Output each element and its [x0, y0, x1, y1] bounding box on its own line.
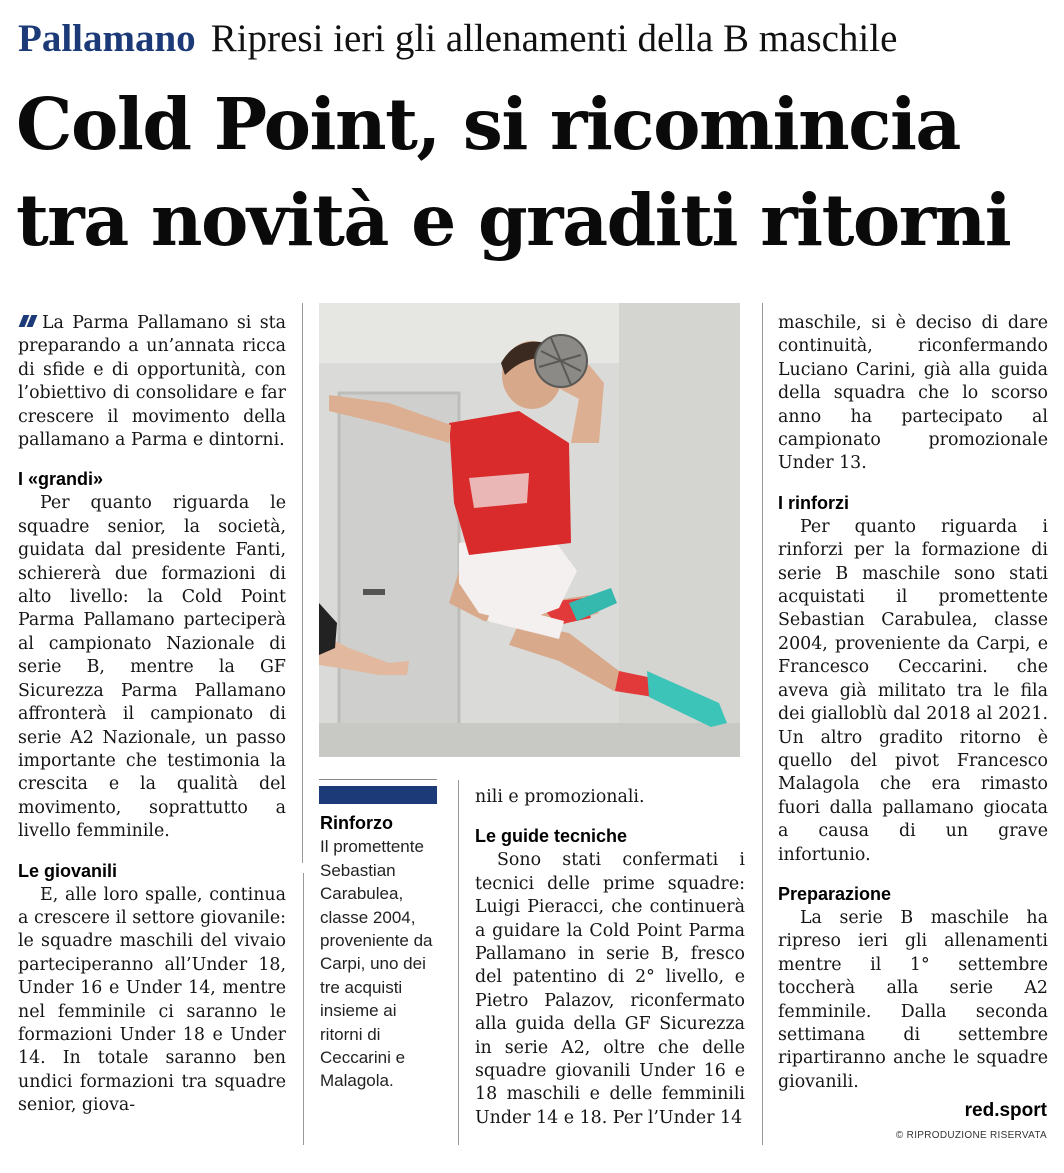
paragraph-preparazione: La serie B maschile ha ripreso ieri gli allenamenti mentre il 1° settembre toccherà alla serie A2 femminile. Dalla seconda settimana di settembre ripartiranno anche le squadre giovanili. [778, 907, 1048, 1092]
paragraph-continued: nili e promozionali. [475, 787, 645, 807]
article-column-2 [475, 786, 745, 1130]
kicker [18, 16, 1048, 62]
sidebar-top-rule [319, 779, 437, 780]
subheading-preparazione: Preparazione [778, 883, 892, 904]
photo-caption-box [320, 812, 440, 1093]
subheading-rinforzi: I rinforzi [778, 492, 849, 513]
paragraph-continued-2: maschile, si è deciso di dare continuità, riconfermando Luciano Carini, già alla guida della squadra che lo scorso anno ha partecipato al campionato promozionale Under 13. [778, 313, 1048, 474]
kicker-subtitle: Ripresi ieri gli allenamenti della B maschile [210, 17, 898, 60]
intro-paragraph [18, 312, 286, 452]
author-signature: red.sport [964, 1100, 1047, 1121]
article-column-1 [18, 312, 286, 1118]
handball-photo [319, 303, 740, 757]
subheading-guide: Le guide tecniche [475, 826, 628, 847]
headline-line-1: Cold Point, si ricomincia [16, 82, 960, 166]
copyright-notice: © RIPRODUZIONE RISERVATA [895, 1130, 1047, 1141]
column-divider [762, 303, 763, 1145]
column-divider [303, 873, 304, 1145]
caption-text: Il promettente Sebastian Carabulea, classe 2004, proveniente da Carpi, uno dei tre acquisti insieme ai ritorni di Ceccarini e Malagola. [320, 837, 433, 1091]
double-chevron-icon [18, 314, 38, 328]
sidebar-accent-bar [319, 786, 437, 804]
column-divider [302, 303, 303, 863]
headline-line-2: tra novità e graditi ritorni [16, 178, 1011, 262]
headline [16, 76, 1056, 268]
column-divider [458, 780, 459, 1145]
subheading-grandi: I «grandi» [18, 469, 104, 490]
paragraph-giovanili: E, alle loro spalle, continua a crescere il settore giovanile: le squadre maschili del vivaio parteciperanno all’Under 18, Under 16 e Under 14, mentre nel femminile ci saranno le formazioni Under 18 e Under 14. In totale saranno ben undici formazioni tra squadre senior, giova- [18, 884, 286, 1116]
player-jump-illustration [319, 303, 740, 757]
article-column-3 [778, 312, 1048, 1094]
subheading-giovanili: Le giovanili [18, 860, 118, 881]
intro-text: La Parma Pallamano si sta preparando a un’annata ricca di sfide e di opportunità, con l’obiettivo di consolidare e far crescere il movimento della pallamano a Parma e dintorni. [18, 313, 286, 451]
caption-title: Rinforzo [320, 813, 393, 833]
section-label: Pallamano [18, 17, 196, 60]
paragraph-guide: Sono stati confermati i tecnici delle prime squadre: Luigi Pieracci, che continuerà a guidare la Cold Point Parma Pallamano in serie B, fresco del patentino di 2° livello, e Pietro Palazov, riconfermato alla guida della GF Sicurezza in serie A2, oltre che delle squadre giovanili Under 16 e 18 maschili e delle femminili Under 14 e 18. Per l’Under 14 [475, 850, 745, 1128]
paragraph-grandi: Per quanto riguarda le squadre senior, la società, guidata dal presidente Fanti, schiererà due formazioni di alto livello: la Cold Point Parma Pallamano parteciperà al campionato Nazionale di serie B, mentre la GF Sicurezza Parma Pallamano affronterà il campionato di serie A2 Nazionale, un passo importante che testimonia la crescita e la qualità del movimento, soprattutto a livello femminile. [18, 493, 286, 842]
paragraph-rinforzi: Per quanto riguarda i rinforzi per la formazione di serie B maschile sono stati acquistati il promettente Sebastian Carabulea, classe 2004, proveniente da Carpi, e Francesco Ceccarini. che aveva già militato tra le fila dei gialloblù dal 2018 al 2021. Un altro gradito ritorno è quello del pivot Francesco Malagola che era rimasto fuori dalla pallamano giocata a causa di un grave infortunio. [778, 516, 1048, 865]
